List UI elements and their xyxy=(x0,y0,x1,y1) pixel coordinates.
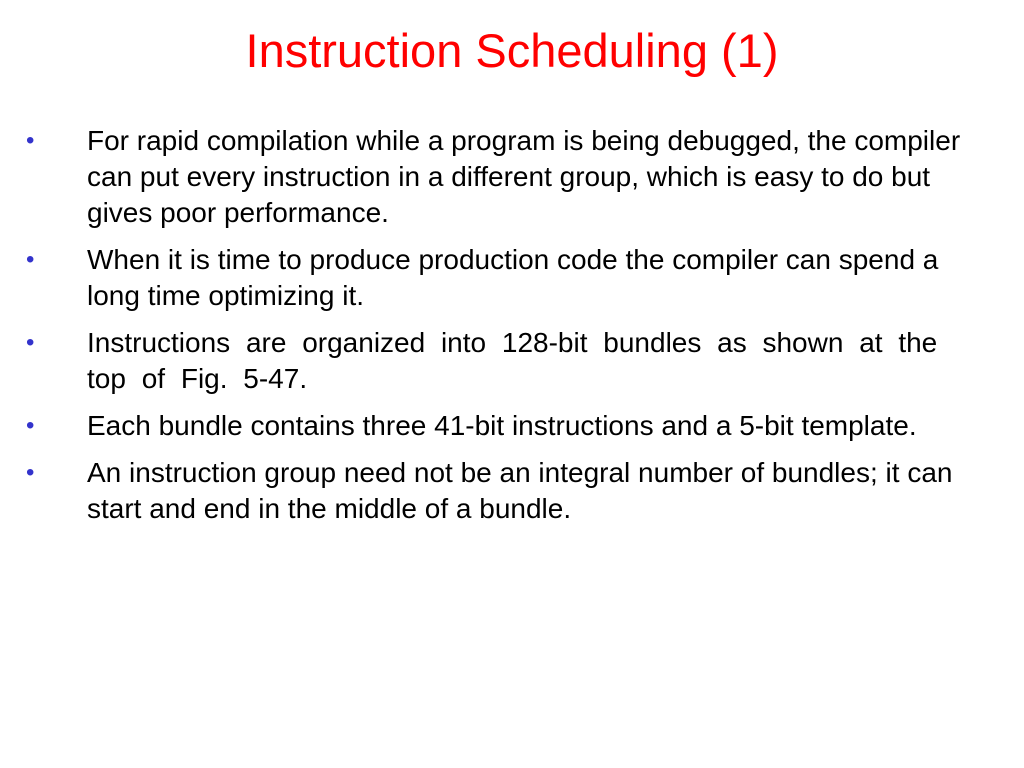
bullet-text: An instruction group need not be an integral number of bundles; it can start and end in the middle of a bundle. xyxy=(87,457,953,524)
bullet-item-1 xyxy=(26,123,976,231)
bullet-list xyxy=(26,123,976,538)
slide-title: Instruction Scheduling (1) xyxy=(245,24,779,77)
bullet-text: Each bundle contains three 41-bit instructions and a 5-bit template. xyxy=(87,410,917,441)
bullet-item-5 xyxy=(26,455,976,527)
bullet-item-3 xyxy=(26,325,976,397)
bullet-item-2 xyxy=(26,242,976,314)
bullet-dot-icon: • xyxy=(26,459,35,486)
bullet-dot-icon: • xyxy=(26,412,35,439)
bullet-text: Instructions are organized into 128-bit bundles as shown at the top of Fig. 5-47. xyxy=(87,327,938,394)
bullet-dot-icon: • xyxy=(26,329,35,356)
bullet-dot-icon: • xyxy=(26,246,35,273)
bullet-text: For rapid compilation while a program is being debugged, the compiler can put every instruction in a different group, which is easy to do but gives poor performance. xyxy=(87,125,961,228)
bullet-text: When it is time to produce production code the compiler can spend a long time optimizing it. xyxy=(87,244,939,311)
bullet-item-4 xyxy=(26,408,976,444)
bullet-dot-icon: • xyxy=(26,127,35,154)
